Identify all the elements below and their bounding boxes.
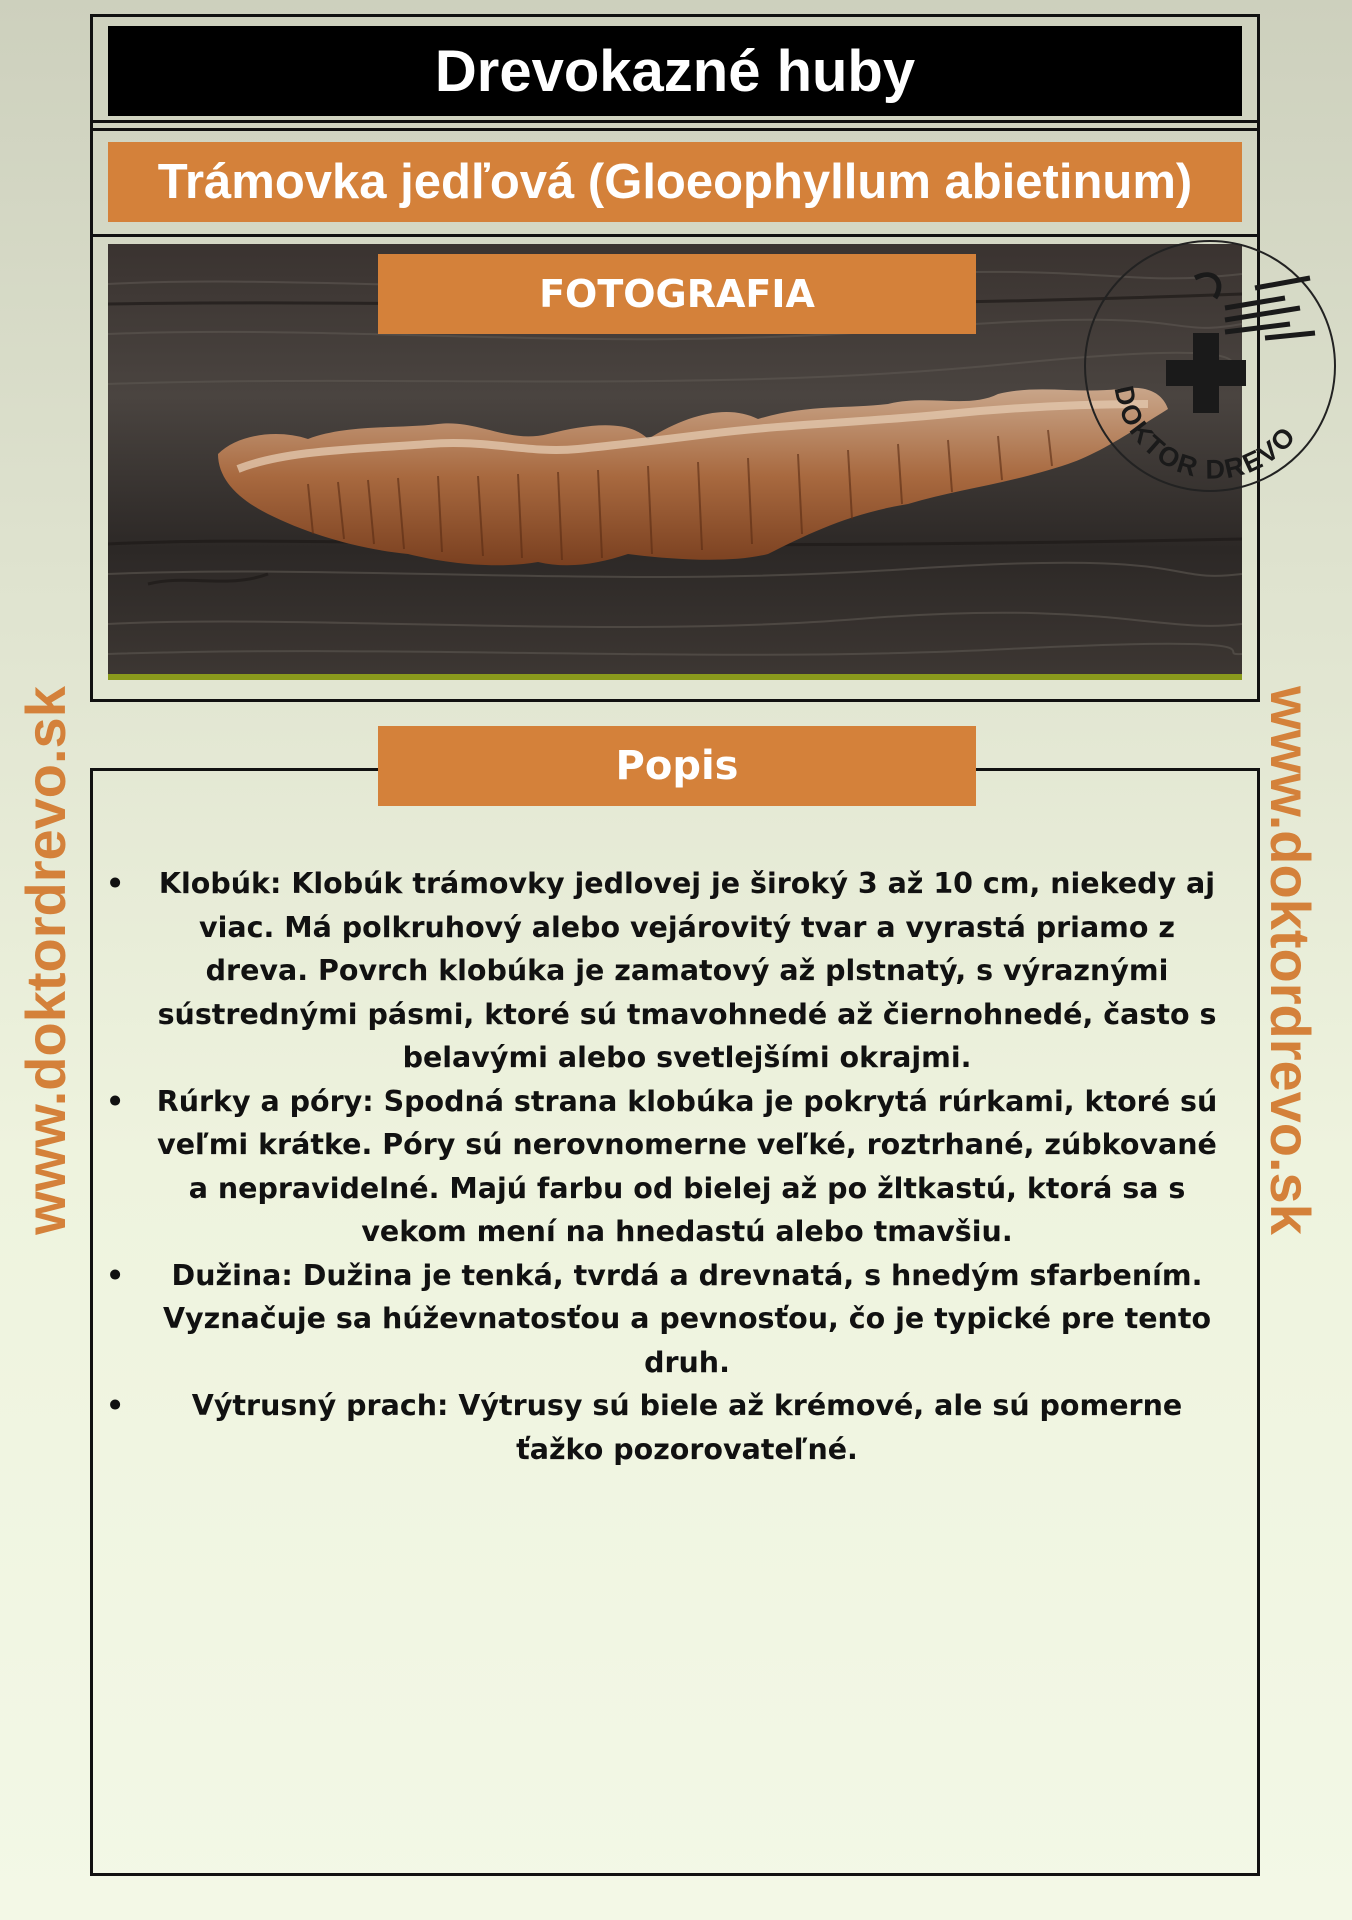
divider-line xyxy=(90,120,1260,123)
list-item-text: Klobúk: Klobúk trámovky jedlovej je široký 3 až 10 cm, niekedy aj viac. Má polkruhový alebo vejárovitý tvar a vyrastá priamo z dreva. Povrch klobúka je zamatový až plstnatý, s výraznými sústrednými pásmi, ktoré sú tmavohnedé až čiernohnedé, často s belavými alebo svetlejšími okrajmi. xyxy=(157,867,1217,1074)
bullet: • xyxy=(106,1258,125,1292)
description-label: Popis xyxy=(378,726,976,806)
list-item-text: Rúrky a póry: Spodná strana klobúka je pokrytá rúrkami, ktoré sú veľmi krátke. Póry sú nerovnomerne veľké, roztrhané, zúbkované a nepravidelné. Majú farbu od bielej až po žltkastú, ktorá sa s vekom mení na hnedastú alebo tmavšiu. xyxy=(156,1084,1218,1248)
photo-label: FOTOGRAFIA xyxy=(378,254,976,334)
bullet: • xyxy=(106,1084,125,1118)
list-item xyxy=(100,1254,1250,1385)
list-item xyxy=(100,862,1250,1080)
divider-line xyxy=(90,128,1260,131)
list-item xyxy=(100,1384,1250,1471)
description-list xyxy=(100,862,1250,1471)
list-item-text: Dužina: Dužina je tenká, tvrdá a drevnatá, s hnedým sfarbením. Vyznačuje sa húževnatosťou a pevnosťou, čo je typické pre tento druh. xyxy=(162,1258,1212,1379)
list-item xyxy=(100,1080,1250,1254)
side-url-left: www.doktordrevo.sk xyxy=(13,685,77,1235)
bullet: • xyxy=(106,1389,125,1422)
doktor-drevo-stamp xyxy=(1075,238,1345,498)
list-item-text: Výtrusný prach: Výtrusy sú biele až krémové, ale sú pomerne ťažko pozorovateľné. xyxy=(191,1389,1183,1466)
stamp-text: DOKTOR DREVO xyxy=(1108,383,1303,485)
divider-line xyxy=(90,234,1260,237)
side-url-right: www.doktordrevo.sk xyxy=(1258,685,1322,1235)
page-title: Drevokazné huby xyxy=(108,26,1242,116)
species-title: Trámovka jedľová (Gloeophyllum abietinum) xyxy=(108,142,1242,222)
bullet: • xyxy=(106,867,125,900)
